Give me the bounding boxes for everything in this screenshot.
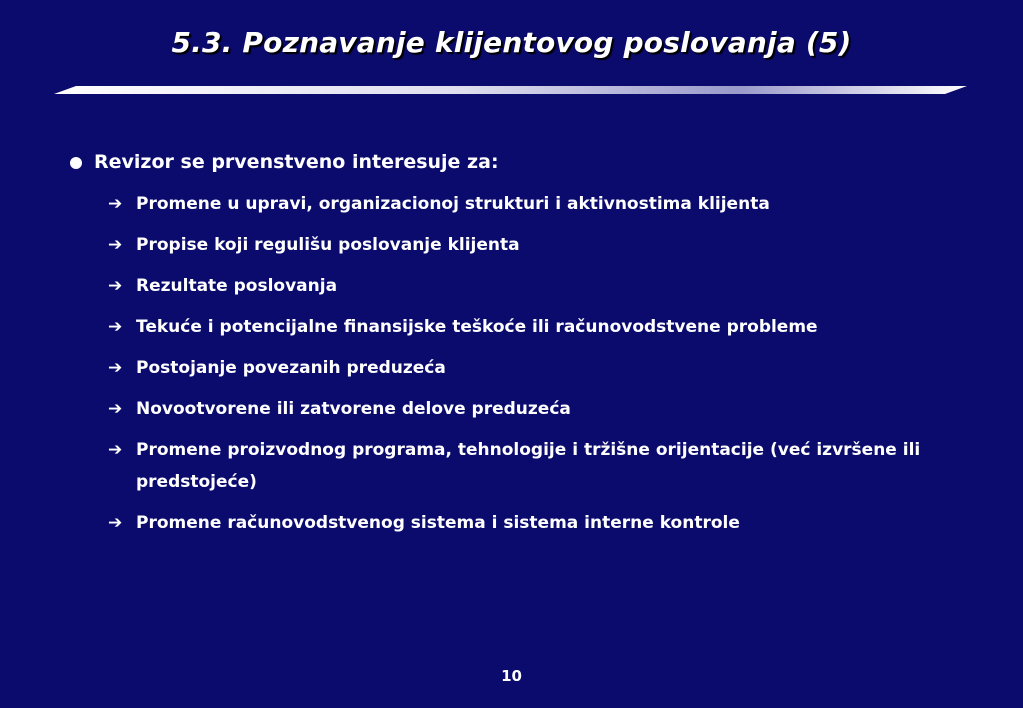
slide-title: 5.3. Poznavanje klijentovog poslovanja (5) [171, 26, 852, 59]
list-item-text: Tekuće i potencijalne finansijske teškoće ili računovodstvene probleme [136, 317, 818, 337]
list-item-text: Promene u upravi, organizacionoj strukturi i aktivnostima klijenta [136, 194, 770, 214]
list-item [108, 507, 970, 539]
title-divider [54, 86, 967, 95]
list-item-text: Propise koji regulišu poslovanje klijenta [136, 235, 520, 255]
list-item [108, 434, 970, 498]
bullet-dot-icon [70, 157, 82, 169]
list-item [108, 270, 970, 302]
list-item [108, 188, 970, 220]
right-arrow-icon: ➔ [108, 317, 123, 337]
sub-bullet-list [70, 188, 970, 539]
right-arrow-icon: ➔ [108, 440, 123, 460]
right-arrow-icon: ➔ [108, 399, 123, 419]
right-arrow-icon: ➔ [108, 276, 123, 296]
list-item [108, 352, 970, 384]
list-item-text: Promene računovodstvenog sistema i sistema interne kontrole [136, 513, 740, 533]
right-arrow-icon: ➔ [108, 194, 123, 214]
content-area [70, 148, 970, 548]
right-arrow-icon: ➔ [108, 513, 123, 533]
list-item [108, 229, 970, 261]
list-item [108, 311, 970, 343]
right-arrow-icon: ➔ [108, 358, 123, 378]
list-item-text: Promene proizvodnog programa, tehnologije i tržišne orijentacije (već izvršene ili predstojeće) [136, 440, 921, 492]
list-item-text: Postojanje povezanih preduzeća [136, 358, 446, 378]
list-item [108, 393, 970, 425]
list-item-text: Novootvorene ili zatvorene delove preduzeća [136, 399, 571, 419]
page-number: 10 [501, 667, 522, 685]
right-arrow-icon: ➔ [108, 235, 123, 255]
list-item-text: Rezultate poslovanja [136, 276, 338, 296]
main-bullet-text: Revizor se prvenstveno interesuje za: [94, 151, 499, 173]
main-bullet [70, 148, 970, 188]
